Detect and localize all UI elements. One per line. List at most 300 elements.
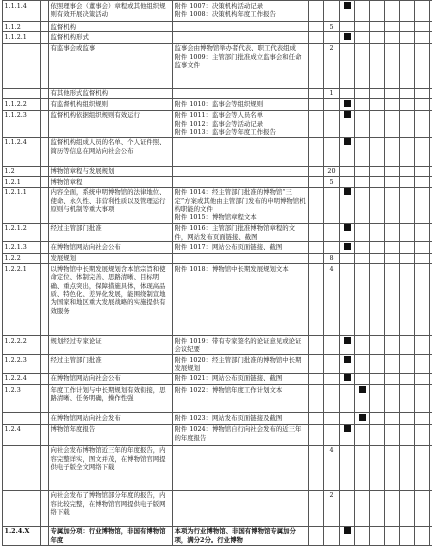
item-code-cell: 1.2.2.4 xyxy=(3,373,41,384)
rating-cell xyxy=(415,445,430,490)
rating-cell xyxy=(340,88,355,98)
blank-cell xyxy=(309,99,324,110)
rating-cell xyxy=(370,22,385,32)
evidence-cell: 附件 1007：决策机构活动记录 附件 1008：决策机构年度工作报告 xyxy=(173,1,309,22)
rating-cell xyxy=(385,373,400,384)
rating-cell xyxy=(385,110,400,137)
blank-cell xyxy=(309,526,324,545)
table-row xyxy=(3,43,432,88)
rating-cell xyxy=(400,424,415,445)
rating-cell xyxy=(415,355,430,374)
score-cell: 2 xyxy=(324,43,340,88)
rating-cell xyxy=(400,43,415,88)
item-code-cell: 1.2.2.1 xyxy=(3,264,41,336)
score-cell xyxy=(324,373,340,384)
rating-cell xyxy=(385,43,400,88)
rating-cell xyxy=(385,22,400,32)
rating-cell xyxy=(415,264,430,336)
score-cell: 4 xyxy=(324,445,340,490)
blank-cell xyxy=(309,166,324,176)
score-cell: 5 xyxy=(324,177,340,187)
rating-cell xyxy=(340,137,355,166)
checkbox-mark-icon xyxy=(359,414,366,421)
score-cell xyxy=(324,526,340,545)
rating-cell xyxy=(400,223,415,242)
score-cell: 1 xyxy=(324,88,340,98)
evidence-cell: 附件 1020：经主管部门批准的博物馆中长期发展规划 xyxy=(173,355,309,374)
rating-cell xyxy=(355,424,370,445)
rating-cell xyxy=(415,32,430,43)
evidence-cell xyxy=(173,253,309,263)
spacer-cell xyxy=(41,253,49,263)
rating-cell xyxy=(415,88,430,98)
rating-cell xyxy=(370,355,385,374)
spacer-cell xyxy=(41,413,49,424)
rating-cell xyxy=(370,166,385,176)
item-text-cell: 博物馆章程与发展规划 xyxy=(49,166,173,176)
rating-cell xyxy=(415,490,430,526)
rating-cell xyxy=(340,413,355,424)
rating-cell xyxy=(355,1,370,22)
evidence-cell: 附件 1011：监事会等人员名单 附件 1012：监事会等活动记录 附件 1013：监事会等年度工作报告 xyxy=(173,110,309,137)
rating-cell xyxy=(415,1,430,22)
spacer-cell xyxy=(41,424,49,445)
rating-cell xyxy=(400,445,415,490)
rating-cell xyxy=(355,32,370,43)
rating-cell xyxy=(400,253,415,263)
rating-cell xyxy=(370,373,385,384)
score-cell xyxy=(324,385,340,413)
score-cell: 4 xyxy=(324,264,340,336)
item-text-cell: 监督机构 xyxy=(49,22,173,32)
rating-cell xyxy=(385,137,400,166)
table-row xyxy=(3,253,432,263)
rating-cell xyxy=(370,490,385,526)
rating-cell xyxy=(400,22,415,32)
evaluation-table-body xyxy=(3,1,432,546)
item-code-cell xyxy=(3,413,41,424)
evidence-cell xyxy=(173,22,309,32)
rating-cell xyxy=(355,413,370,424)
evidence-cell: 附件 1014：经主管部门批准的博物馆“三定”方案或其他由主管部门发布的申明博物馆机构职能的文件 附件 1015：博物馆章程文本 xyxy=(173,187,309,223)
table-row xyxy=(3,264,432,336)
blank-cell xyxy=(309,385,324,413)
blank-cell xyxy=(309,424,324,445)
blank-cell xyxy=(309,88,324,98)
rating-cell xyxy=(340,187,355,223)
evidence-cell: 附件 1016：主管部门批准博物馆章程的文件，网站发布页面链接、截图 xyxy=(173,223,309,242)
rating-cell xyxy=(385,242,400,253)
rating-cell xyxy=(415,373,430,384)
checkbox-mark-icon xyxy=(344,2,351,9)
rating-cell xyxy=(400,99,415,110)
item-text-cell: 规划经过专家论证 xyxy=(49,336,173,355)
blank-cell xyxy=(309,187,324,223)
rating-cell xyxy=(400,413,415,424)
item-text-cell: 监督机构组成人员的名单、个人证件照、简历等信息在网站向社会公布 xyxy=(49,137,173,166)
evidence-cell xyxy=(173,32,309,43)
item-text-cell: 在博物馆网站向社会公布 xyxy=(49,242,173,253)
rating-cell xyxy=(415,137,430,166)
rating-cell xyxy=(370,223,385,242)
item-code-cell: 1.2.1 xyxy=(3,177,41,187)
rating-cell xyxy=(385,526,400,545)
rating-cell xyxy=(340,424,355,445)
table-row xyxy=(3,445,432,490)
item-text-cell: 经过主管部门批准 xyxy=(49,355,173,374)
item-text-cell: 在博物馆网站向社会公布 xyxy=(49,373,173,384)
spacer-cell xyxy=(41,526,49,545)
rating-cell xyxy=(370,526,385,545)
table-row xyxy=(3,137,432,166)
checkbox-mark-icon xyxy=(344,111,351,118)
rating-cell xyxy=(385,445,400,490)
rating-cell xyxy=(385,264,400,336)
blank-cell xyxy=(309,137,324,166)
item-text-cell: 以博物馆中长期发展规划含本馆宗旨和使命定位、体制完善、思路清晰、目标明确、重点突出，保障措施具体，体现高品质、特色化、差异化发展，能围绕制宣地为国家和地区重大发展战略的实施提供有效服务 xyxy=(49,264,173,336)
rating-cell xyxy=(370,99,385,110)
item-code-cell xyxy=(3,43,41,88)
blank-cell xyxy=(309,177,324,187)
rating-cell xyxy=(340,177,355,187)
rating-cell xyxy=(340,336,355,355)
evidence-cell: 附件 1018：博物馆中长期发展规划文本 xyxy=(173,264,309,336)
rating-cell xyxy=(340,1,355,22)
rating-cell xyxy=(400,187,415,223)
evidence-cell xyxy=(173,445,309,490)
score-cell xyxy=(324,110,340,137)
rating-cell xyxy=(415,187,430,223)
rating-cell xyxy=(355,110,370,137)
rating-cell xyxy=(415,99,430,110)
rating-cell xyxy=(355,43,370,88)
checkbox-mark-icon xyxy=(344,224,351,231)
evidence-cell: 附件 1023：网站发布页面链接及截图 xyxy=(173,413,309,424)
rating-cell xyxy=(400,177,415,187)
rating-cell xyxy=(415,336,430,355)
rating-cell xyxy=(340,32,355,43)
checkbox-mark-icon xyxy=(344,527,351,534)
blank-cell xyxy=(309,110,324,137)
score-cell xyxy=(324,242,340,253)
rating-cell xyxy=(355,223,370,242)
spacer-cell xyxy=(41,88,49,98)
rating-cell xyxy=(340,445,355,490)
table-row xyxy=(3,490,432,526)
rating-cell xyxy=(385,32,400,43)
rating-cell xyxy=(415,110,430,137)
evidence-cell: 附件 1021：网站公布页面链接、截图 xyxy=(173,373,309,384)
evaluation-table xyxy=(2,0,432,546)
checkbox-mark-icon xyxy=(344,356,351,363)
blank-cell xyxy=(309,242,324,253)
checkbox-mark-icon xyxy=(344,33,351,40)
rating-cell xyxy=(370,413,385,424)
spacer-cell xyxy=(41,490,49,526)
spacer-cell xyxy=(41,242,49,253)
rating-cell xyxy=(340,166,355,176)
evidence-cell xyxy=(173,166,309,176)
item-code-cell: 1.1.2.2 xyxy=(3,99,41,110)
rating-cell xyxy=(415,253,430,263)
rating-cell xyxy=(370,445,385,490)
spacer-cell xyxy=(41,166,49,176)
spacer-cell xyxy=(41,355,49,374)
rating-cell xyxy=(340,385,355,413)
rating-cell xyxy=(400,385,415,413)
rating-cell xyxy=(415,166,430,176)
spacer-cell xyxy=(41,137,49,166)
rating-cell xyxy=(415,413,430,424)
rating-cell xyxy=(340,264,355,336)
rating-cell xyxy=(385,177,400,187)
item-code-cell: 1.2.1.3 xyxy=(3,242,41,253)
blank-cell xyxy=(309,445,324,490)
spacer-cell xyxy=(41,223,49,242)
blank-cell xyxy=(309,253,324,263)
spacer-cell xyxy=(41,385,49,413)
rating-cell xyxy=(370,336,385,355)
table-row xyxy=(3,187,432,223)
rating-cell xyxy=(385,1,400,22)
item-code-cell: 1.2.4 xyxy=(3,424,41,445)
rating-cell xyxy=(400,1,415,22)
blank-cell xyxy=(309,43,324,88)
item-text-cell: 博物馆年度报告 xyxy=(49,424,173,445)
checkbox-mark-icon xyxy=(344,243,351,250)
rating-cell xyxy=(370,43,385,88)
rating-cell xyxy=(370,137,385,166)
rating-cell xyxy=(400,526,415,545)
spacer-cell xyxy=(41,99,49,110)
rating-cell xyxy=(385,99,400,110)
item-text-cell: 经过主管部门批准 xyxy=(49,223,173,242)
item-code-cell: 1.2.4.X xyxy=(3,526,41,545)
table-row xyxy=(3,177,432,187)
evidence-cell xyxy=(173,490,309,526)
rating-cell xyxy=(415,526,430,545)
score-cell: 20 xyxy=(324,166,340,176)
table-row xyxy=(3,526,432,545)
blank-cell xyxy=(309,490,324,526)
rating-cell xyxy=(355,88,370,98)
item-text-cell: 监督机构形式 xyxy=(49,32,173,43)
rating-cell xyxy=(340,99,355,110)
blank-cell xyxy=(309,1,324,22)
rating-cell xyxy=(415,223,430,242)
spacer-cell xyxy=(41,177,49,187)
rating-cell xyxy=(370,177,385,187)
rating-cell xyxy=(385,187,400,223)
item-text-cell: 监督机构依据组织规则有效运行 xyxy=(49,110,173,137)
score-cell xyxy=(324,223,340,242)
table-row xyxy=(3,355,432,374)
rating-cell xyxy=(340,110,355,137)
rating-cell xyxy=(415,43,430,88)
rating-cell xyxy=(340,223,355,242)
rating-cell xyxy=(355,253,370,263)
rating-cell xyxy=(400,32,415,43)
rating-cell xyxy=(385,424,400,445)
item-text-cell: 依照理事会（董事会）章程或其他组织规则有效开展决策活动 xyxy=(49,1,173,22)
rating-cell xyxy=(400,355,415,374)
item-text-cell: 内容全面，系统申明博物馆的法律地位、使命、永久性、非营利性质以及管理运行原则与机制等重大事项 xyxy=(49,187,173,223)
blank-cell xyxy=(309,264,324,336)
item-code-cell xyxy=(3,445,41,490)
score-cell: 8 xyxy=(324,253,340,263)
rating-cell xyxy=(355,187,370,223)
rating-cell xyxy=(370,264,385,336)
table-row xyxy=(3,413,432,424)
rating-cell xyxy=(340,526,355,545)
item-code-cell: 1.2.1.2 xyxy=(3,223,41,242)
item-text-cell: 专属加分项：行业博物馆，非国有博物馆年度 xyxy=(49,526,173,545)
rating-cell xyxy=(400,490,415,526)
table-row xyxy=(3,1,432,22)
checkbox-mark-icon xyxy=(359,386,366,393)
rating-cell xyxy=(340,355,355,374)
rating-cell xyxy=(415,242,430,253)
table-row xyxy=(3,242,432,253)
rating-cell xyxy=(340,253,355,263)
rating-cell xyxy=(340,43,355,88)
score-cell xyxy=(324,187,340,223)
score-cell xyxy=(324,99,340,110)
rating-cell xyxy=(340,242,355,253)
blank-cell xyxy=(309,355,324,374)
rating-cell xyxy=(370,110,385,137)
table-row xyxy=(3,88,432,98)
evidence-cell xyxy=(173,137,309,166)
item-text-cell: 有监事会或监事 xyxy=(49,43,173,88)
rating-cell xyxy=(385,88,400,98)
blank-cell xyxy=(309,22,324,32)
rating-cell xyxy=(355,242,370,253)
rating-cell xyxy=(340,490,355,526)
rating-cell xyxy=(385,166,400,176)
evidence-cell: 附件 1024：博物馆自行向社会发布的近三年的年度报告 xyxy=(173,424,309,445)
rating-cell xyxy=(400,242,415,253)
rating-cell xyxy=(355,355,370,374)
spacer-cell xyxy=(41,187,49,223)
item-code-cell: 1.2.2.2 xyxy=(3,336,41,355)
item-text-cell: 博物馆章程 xyxy=(49,177,173,187)
rating-cell xyxy=(385,336,400,355)
checkbox-mark-icon xyxy=(344,374,351,381)
rating-cell xyxy=(370,1,385,22)
spacer-cell xyxy=(41,1,49,22)
rating-cell xyxy=(415,424,430,445)
spacer-cell xyxy=(41,43,49,88)
spacer-cell xyxy=(41,264,49,336)
evidence-cell: 附件 1017：网站公布页面链接、截图 xyxy=(173,242,309,253)
rating-cell xyxy=(355,490,370,526)
blank-cell xyxy=(309,413,324,424)
score-cell xyxy=(324,137,340,166)
item-text-cell: 有监督机构组织规则 xyxy=(49,99,173,110)
spacer-cell xyxy=(41,110,49,137)
rating-cell xyxy=(385,253,400,263)
item-code-cell: 1.1.2.4 xyxy=(3,137,41,166)
rating-cell xyxy=(355,22,370,32)
table-row xyxy=(3,424,432,445)
blank-cell xyxy=(309,223,324,242)
rating-cell xyxy=(340,373,355,384)
checkbox-mark-icon xyxy=(344,188,351,195)
rating-cell xyxy=(370,385,385,413)
rating-cell xyxy=(400,373,415,384)
rating-cell xyxy=(385,490,400,526)
item-code-cell: 1.1.1.4 xyxy=(3,1,41,22)
rating-cell xyxy=(355,264,370,336)
item-text-cell: 向社会发布了博物馆部分年度的报告，内容比较完整，在博物馆官网提供电子版网络下载 xyxy=(49,490,173,526)
rating-cell xyxy=(355,526,370,545)
table-row xyxy=(3,32,432,43)
table-row xyxy=(3,223,432,242)
item-code-cell: 1.2.2.3 xyxy=(3,355,41,374)
item-code-cell xyxy=(3,88,41,98)
spacer-cell xyxy=(41,22,49,32)
rating-cell xyxy=(400,110,415,137)
spacer-cell xyxy=(41,32,49,43)
score-cell xyxy=(324,424,340,445)
table-row xyxy=(3,336,432,355)
rating-cell xyxy=(415,177,430,187)
evidence-cell: 附件 1022：博物馆年度工作计划文本 xyxy=(173,385,309,413)
evidence-cell: 监事会由博物馆举办者代表、职工代表组成 附件 1009：主管部门批准成立监事会和任命监事文件 xyxy=(173,43,309,88)
rating-cell xyxy=(400,137,415,166)
checkbox-mark-icon xyxy=(344,337,351,344)
item-code-cell xyxy=(3,490,41,526)
rating-cell xyxy=(400,336,415,355)
evidence-cell: 附件 1019：带有专家签名的论证意见或论证会议纪要 xyxy=(173,336,309,355)
checkbox-mark-icon xyxy=(344,425,351,432)
rating-cell xyxy=(370,187,385,223)
rating-cell xyxy=(400,88,415,98)
score-cell: 2 xyxy=(324,490,340,526)
rating-cell xyxy=(355,373,370,384)
rating-cell xyxy=(370,32,385,43)
rating-cell xyxy=(385,223,400,242)
spacer-cell xyxy=(41,373,49,384)
score-cell xyxy=(324,413,340,424)
rating-cell xyxy=(355,385,370,413)
item-code-cell: 1.2.2 xyxy=(3,253,41,263)
score-cell: 5 xyxy=(324,22,340,32)
rating-cell xyxy=(415,385,430,413)
table-row xyxy=(3,22,432,32)
item-code-cell: 1.2.1.1 xyxy=(3,187,41,223)
rating-cell xyxy=(385,385,400,413)
rating-cell xyxy=(355,336,370,355)
rating-cell xyxy=(400,264,415,336)
item-code-cell: 1.2.3 xyxy=(3,385,41,413)
score-cell xyxy=(324,355,340,374)
evidence-cell: 本项为行业博物馆、非国有博物馆专属加分项，满分2分。行业博物 xyxy=(173,526,309,545)
rating-cell xyxy=(385,413,400,424)
rating-cell xyxy=(370,88,385,98)
item-code-cell: 1.1.2 xyxy=(3,22,41,32)
rating-cell xyxy=(355,445,370,490)
table-row xyxy=(3,385,432,413)
item-code-cell: 1.1.2.3 xyxy=(3,110,41,137)
rating-cell xyxy=(355,99,370,110)
item-text-cell: 年度工作计划与中长期规划有效衔接，思路清晰、任务明确，操作性强 xyxy=(49,385,173,413)
score-cell xyxy=(324,1,340,22)
item-code-cell: 1.2 xyxy=(3,166,41,176)
rating-cell xyxy=(370,253,385,263)
table-row xyxy=(3,110,432,137)
